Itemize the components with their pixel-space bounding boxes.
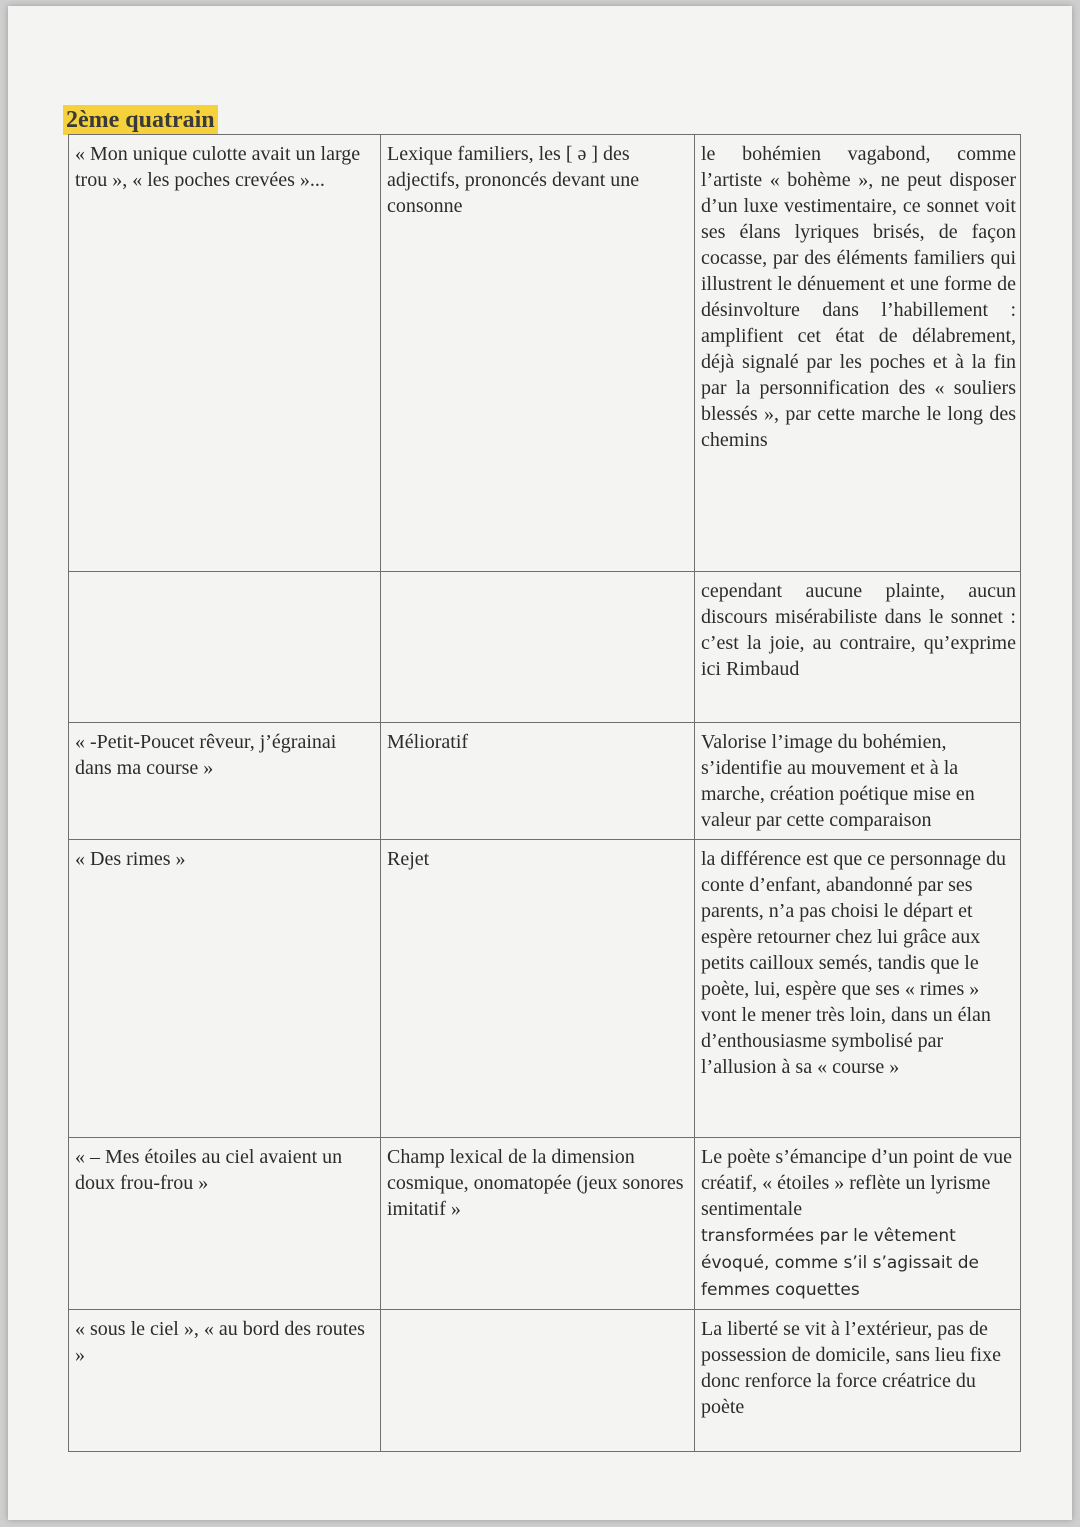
table-row [69,1310,1021,1452]
table-row [69,840,1021,1138]
device-cell: Lexique familiers, les [ ə ] des adjectifs, prononcés devant une consonne [381,135,695,572]
table-row [69,135,1021,572]
quote-cell: « Des rimes » [69,840,381,1138]
quote-cell: « -Petit-Poucet rêveur, j’égrainai dans ma course » [69,723,381,840]
quote-cell: « sous le ciel », « au bord des routes » [69,1310,381,1452]
analysis-table [68,134,1021,1452]
quote-cell [69,572,381,723]
analysis-cell: le bohémien vagabond, comme l’artiste « bohème », ne peut disposer d’un luxe vestimentaire, ce sonnet voit ses élans lyriques brisés, de façon cocasse, par des éléments familiers qui illustrent le dénuement et une forme de désinvolture dans l’habillement : amplifient cet état de délabrement, déjà signalé par les poches et à la fin par la personnification des « souliers blessés », par cette marche le long des chemins [695,135,1021,572]
table-row [69,572,1021,723]
analysis-cell: la différence est que ce personnage du conte d’enfant, abandonné par ses parents, n’a pas choisi le départ et espère retourner chez lui grâce aux petits cailloux semés, tandis que le poète, lui, espère que ses « rimes » vont le mener très loin, dans un élan d’enthousiasme symbolisé par l’allusion à sa « course » [695,840,1021,1138]
device-cell: Champ lexical de la dimension cosmique, onomatopée (jeux sonores imitatif » [381,1138,695,1310]
analysis-cell: La liberté se vit à l’extérieur, pas de possession de domicile, sans lieu fixe donc renforce la force créatrice du poète [695,1310,1021,1452]
document-page [8,6,1072,1520]
device-cell: Rejet [381,840,695,1138]
device-cell [381,572,695,723]
section-title: 2ème quatrain [63,105,218,135]
analysis-cell: cependant aucune plainte, aucun discours misérabiliste dans le sonnet : c’est la joie, au contraire, qu’exprime ici Rimbaud [695,572,1021,723]
device-cell: Mélioratif [381,723,695,840]
table-row [69,1138,1021,1310]
quote-cell: « – Mes étoiles au ciel avaient un doux frou-frou » [69,1138,381,1310]
analysis-text: Le poète s’émancipe d’un point de vue créatif, « étoiles » reflète un lyrisme sentimentale [701,1146,1012,1220]
analysis-cell [695,1138,1021,1310]
analysis-handwritten-addition: transformées par le vêtement évoqué, comme s’il s’agissait de femmes coquettes [701,1226,979,1300]
table-row [69,723,1021,840]
quote-cell: « Mon unique culotte avait un large trou », « les poches crevées »... [69,135,381,572]
device-cell [381,1310,695,1452]
analysis-cell: Valorise l’image du bohémien, s’identifie au mouvement et à la marche, création poétique mise en valeur par cette comparaison [695,723,1021,840]
